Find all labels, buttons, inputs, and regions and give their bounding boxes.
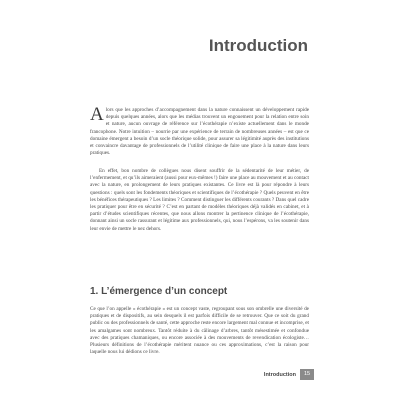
page-number: 15 [300, 369, 314, 380]
running-footer-label: Introduction [263, 372, 296, 378]
intro-paragraph-1 [90, 104, 309, 157]
chapter-title: Introduction [208, 36, 308, 55]
drop-cap: A [90, 104, 104, 125]
section-paragraph: Ce que l’on appelle « écothérapie » est un concept vaste, regroupant sous son ombrelle une diversité de pratiques et de dispositifs, au sein desquels il est parfois difficile de se retrouver. Que ce soit du grand public ou des professionnels de santé, cette approche reste encore largement mal connue et incomprise, et les amalgames sont nombreux. Tantôt réduite à du câlinage d’arbres, tantôt mésestimée et confondue avec des pratiques chamaniques, ou encore associée à des mouvements de revendication écologiste… Plusieurs définitions de l’écothérapie méritent nuance ou ces approximations, c’est la raison pour laquelle nous lui dédions ce livre. [90, 306, 309, 356]
section-heading: 1. L’émergence d’un concept [90, 286, 228, 297]
intro-paragraph-2: En effet, bon nombre de collègues nous disent souffrir de la sédentarité de leur métier, de l’enfermement, et qu’ils aimeraient (aussi pour eux-mêmes !) faire une place au mouvement et au contact avec la nature, en prolongement de leurs pratiques existantes. Ce livre est là pour répondre à leurs questions : quels sont les fondements théoriques et scientifiques de l’écothérapie ? Quels peuvent en être les bénéfices thérapeutiques ? Les limites ? Comment distinguer les différents courants ? Dans quel cadre les pratiquer pour être en sécurité ? C’est en partant de modèles théoriques déjà validés en cabinet, et à partir d’études scientifiques récentes, que nous allons montrer la pertinence clinique de l’écothérapie, donnant ainsi un socle rassurant et légitime aux professionnels, qui, nous l’espérons, va les soutenir dans leur envie de mettre le nez dehors. [90, 168, 309, 232]
intro-paragraph-1-text: lors que les approches d’accompagnement dans la nature connaissent un développement rapide depuis quelques années, alors que les médias trouvent un engouement pour la relation entre soin et nature, aucun ouvrage de référence sur l’écothérapie n’existe actuellement dans le monde francophone. Notre intuition – nourrie par une expérience de terrain de nombreuses années – est que ce domaine émergent a besoin d’un socle théorique solide, pour assurer sa légitimité auprès des institutions et convaincre davantage de professionnels de l’utilité clinique de faire une place à la nature dans leurs pratiques. [90, 107, 309, 157]
